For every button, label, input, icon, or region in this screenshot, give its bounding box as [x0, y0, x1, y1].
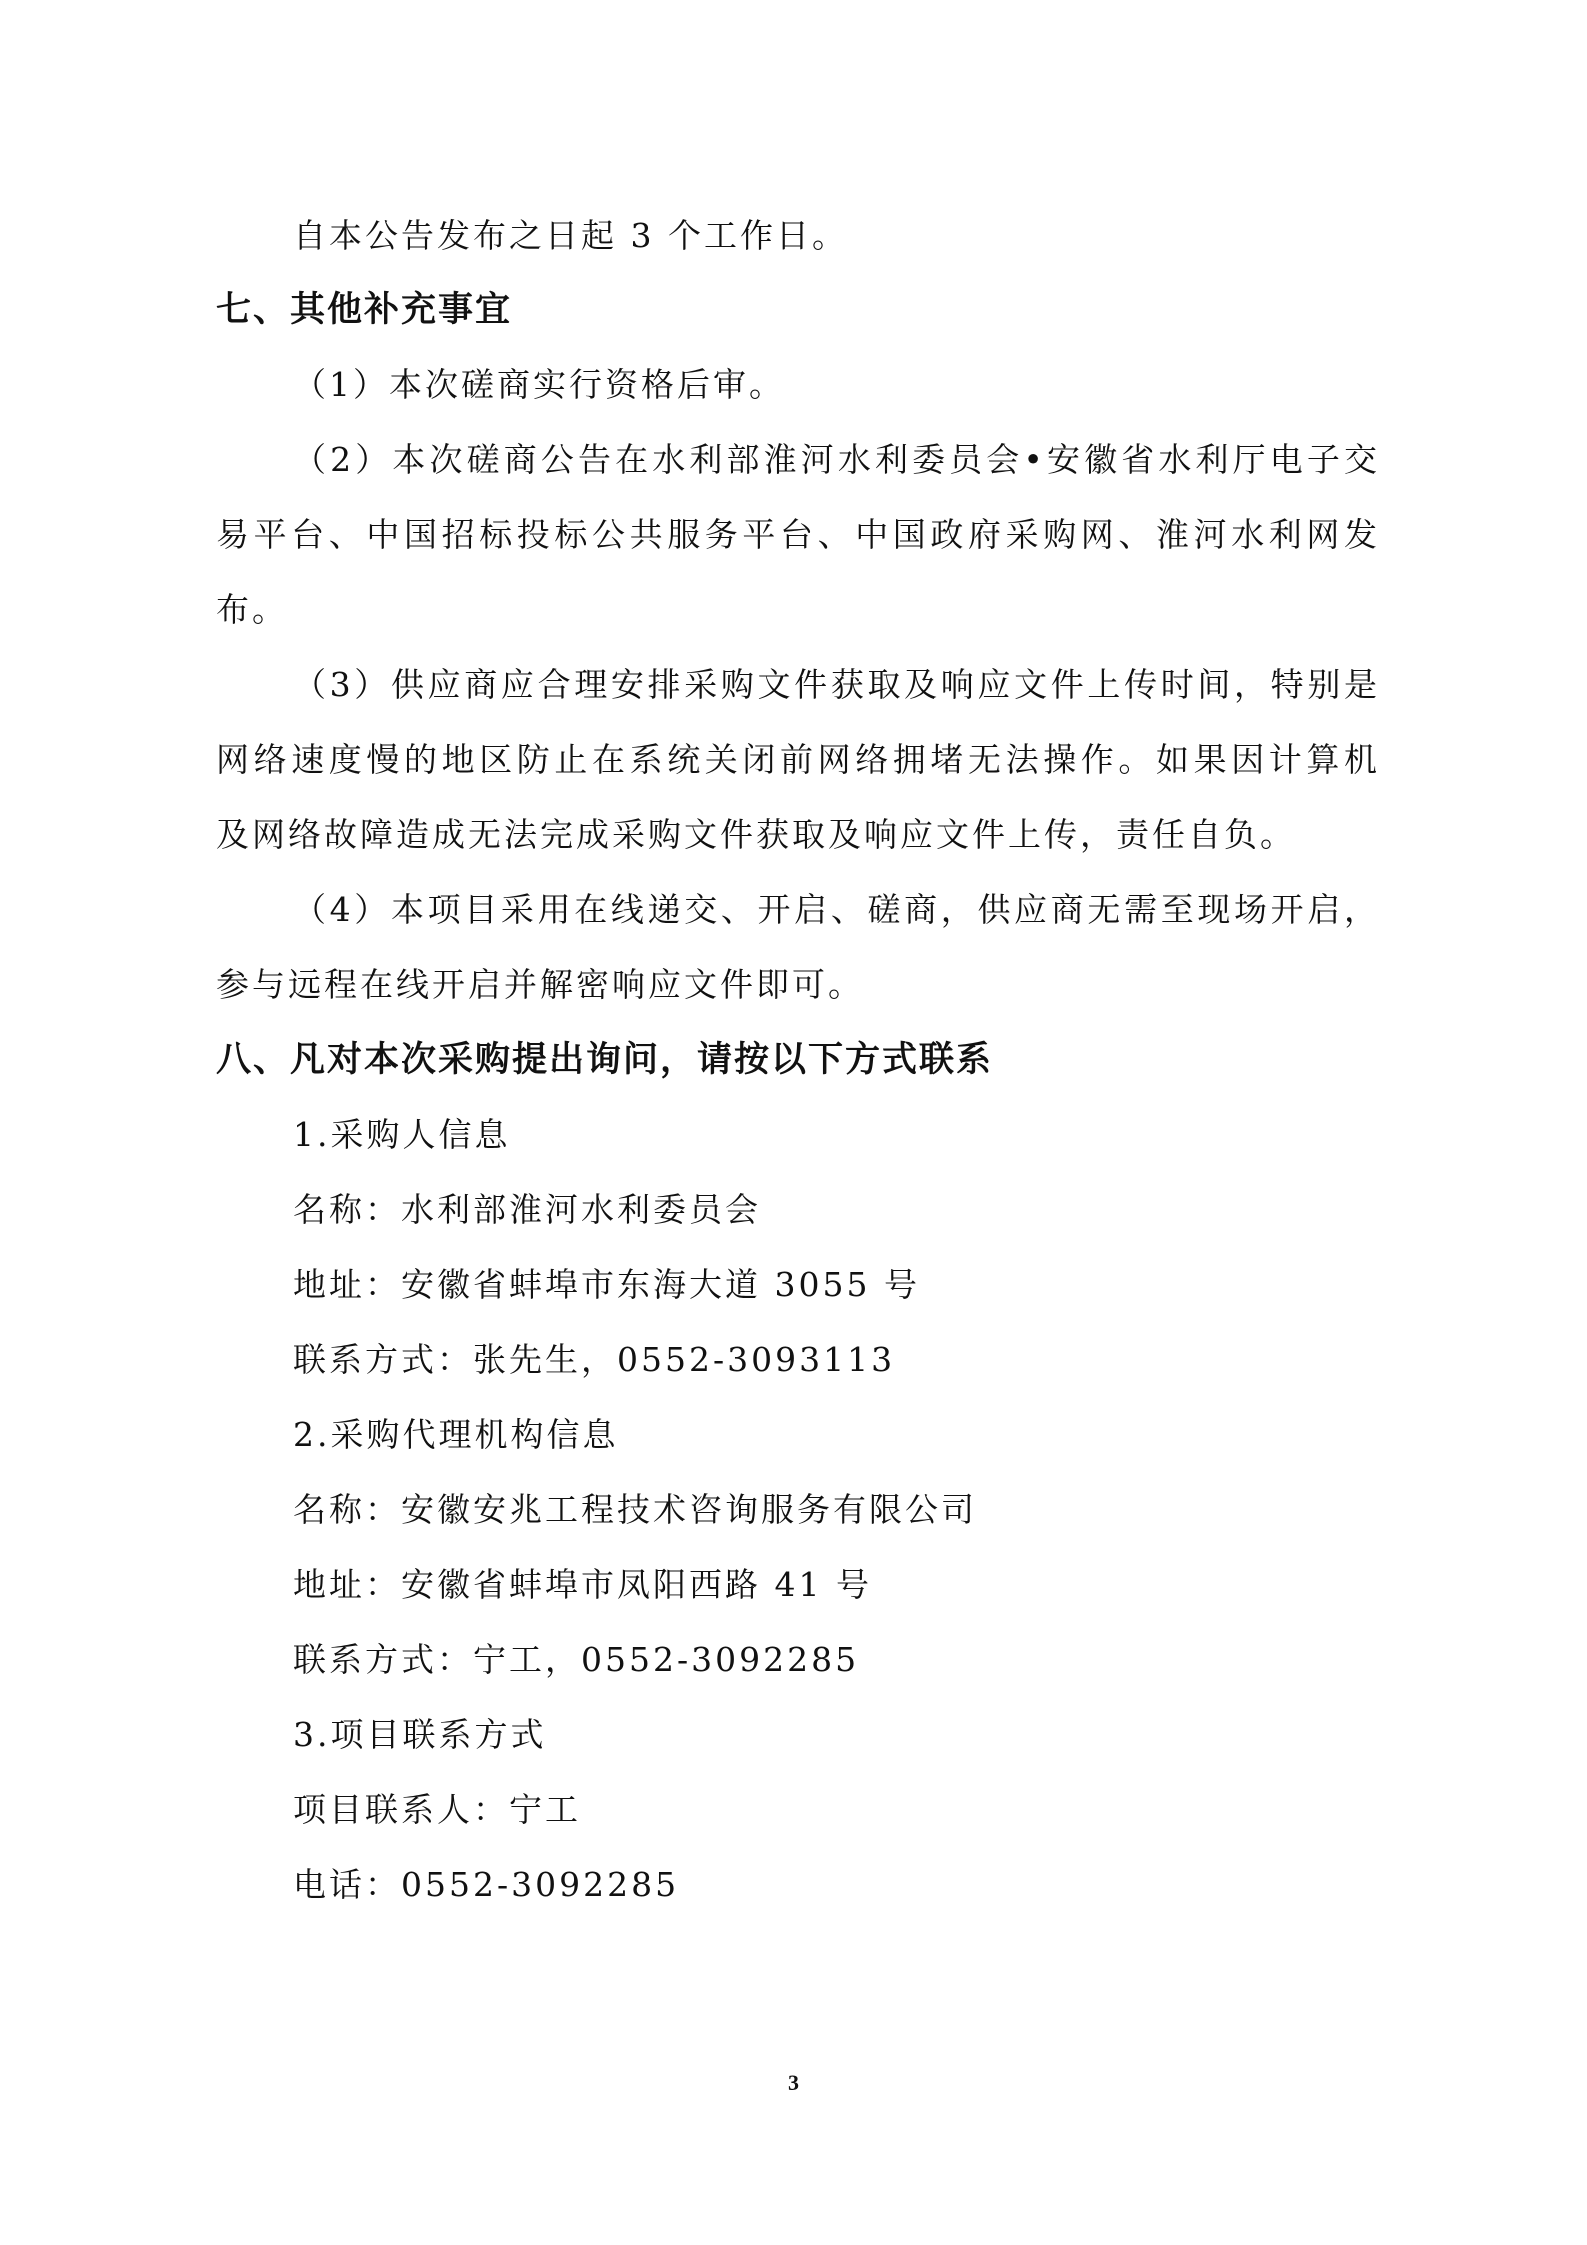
subheading-line: 2.采购代理机构信息 [293, 1415, 619, 1454]
paragraph-line: 联系方式：张先生，0552-3093113 [293, 1340, 896, 1379]
paragraph-line: 地址：安徽省蚌埠市凤阳西路 41 号 [293, 1565, 872, 1604]
section-heading: 八、凡对本次采购提出询问，请按以下方式联系 [216, 1040, 994, 1080]
subheading-line: 3.项目联系方式 [293, 1715, 547, 1754]
paragraph-line: 名称：水利部淮河水利委员会 [293, 1190, 761, 1229]
paragraph-line: 电话：0552-3092285 [293, 1865, 680, 1904]
paragraph-line: （1）本次磋商实行资格后审。 [293, 365, 785, 404]
paragraph-line: 布。 [216, 590, 288, 629]
paragraph-line: 及网络故障造成无法完成采购文件获取及响应文件上传，责任自负。 [216, 815, 1296, 854]
paragraph-line: 项目联系人：宁工 [293, 1790, 581, 1829]
section-heading: 七、其他补充事宜 [216, 290, 513, 330]
paragraph-line: 网络速度慢的地区防止在系统关闭前网络拥堵无法操作。如果因计算机 [216, 740, 1380, 779]
paragraph-line: （2）本次磋商公告在水利部淮河水利委员会•安徽省水利厅电子交 [293, 440, 1380, 479]
paragraph-line: 地址：安徽省蚌埠市东海大道 3055 号 [293, 1265, 920, 1304]
paragraph-line: 联系方式：宁工，0552-3092285 [293, 1640, 860, 1679]
page-number: 3 [788, 2070, 799, 2095]
subheading-line: 1.采购人信息 [293, 1115, 511, 1154]
paragraph-line: （3）供应商应合理安排采购文件获取及响应文件上传时间，特别是 [293, 665, 1380, 704]
paragraph-line: 自本公告发布之日起 3 个工作日。 [293, 216, 848, 255]
paragraph-line: 参与远程在线开启并解密响应文件即可。 [216, 965, 864, 1004]
paragraph-line: 易平台、中国招标投标公共服务平台、中国政府采购网、淮河水利网发 [216, 515, 1380, 554]
paragraph-line: 名称：安徽安兆工程技术咨询服务有限公司 [293, 1490, 977, 1529]
paragraph-line: （4）本项目采用在线递交、开启、磋商，供应商无需至现场开启， [293, 890, 1380, 929]
